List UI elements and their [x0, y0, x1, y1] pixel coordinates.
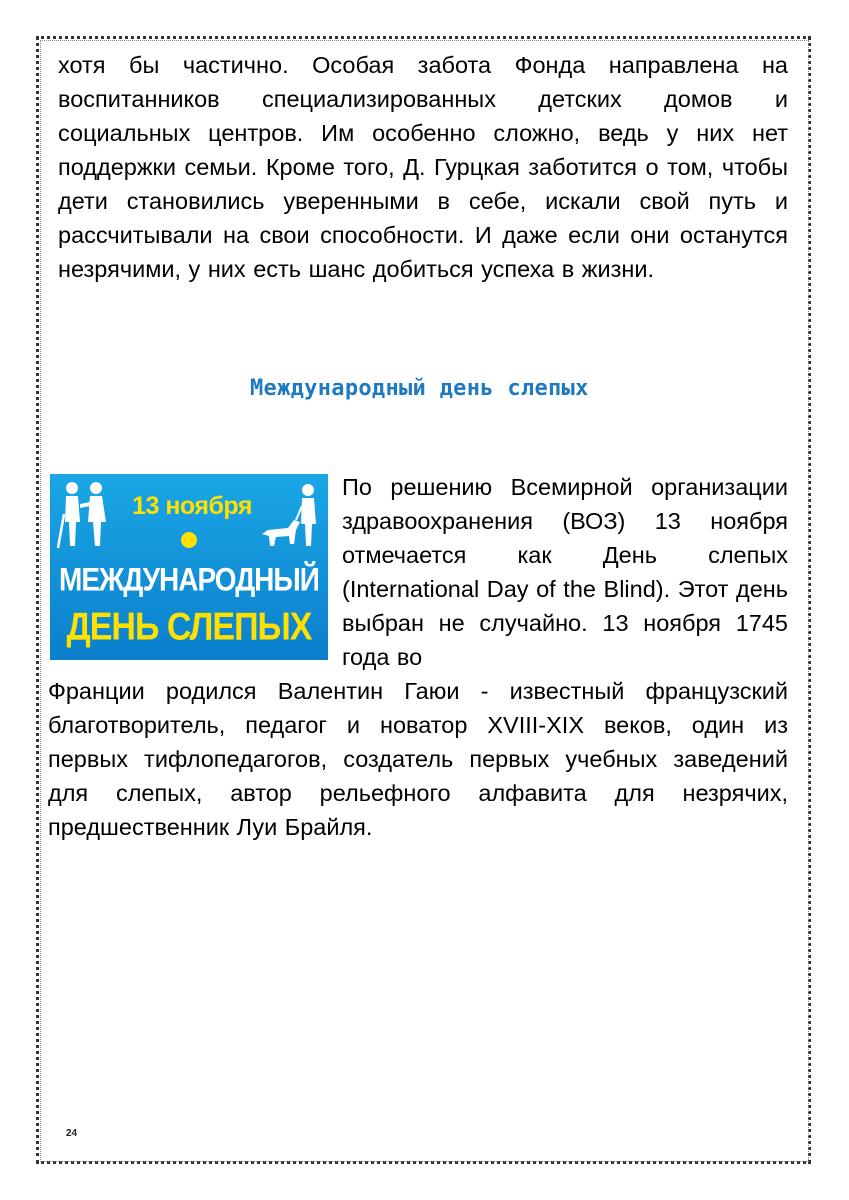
- banner-line2: ДЕНЬ СЛЕПЫХ: [66, 605, 312, 649]
- page-number: 24: [66, 1128, 78, 1139]
- guide-dog-icon: [262, 484, 316, 546]
- helper-person-icon: [80, 482, 106, 546]
- banner-line1: МЕЖДУНАРОДНЫЙ: [59, 561, 319, 598]
- paragraph-side: По решению Всемирной организации здравоохранения (ВОЗ) 13 ноября отмечается как День слепых (International Day of the Blind). Этот день выбран не случайно. 13 ноября 1745 года во: [342, 474, 788, 670]
- paragraph-top: хотя бы частично. Особая забота Фонда направлена на воспитанников специализированных детских домов и социальных центров. Им особенно сложно, ведь у них нет поддержки семьи. Кроме того, Д. Гурцкая заботится о том, чтобы дети становились уверенными в себе, искали свой путь и рассчитывали на свои способности. И даже если они останутся незрячими, у них есть шанс добиться успеха в жизни.: [58, 52, 788, 282]
- paragraph-full: Франции родился Валентин Гаюи - известный французский благотворитель, педагог и новатор XVIII-XIX веков, один из первых тифлопедагогов, создатель первых учебных заведений для слепых, автор рельефного алфавита для незрячих, предшественник Луи Брайля.: [48, 678, 788, 840]
- blind-person-icon: [58, 482, 80, 548]
- section-title: Международный день слепых: [250, 376, 589, 401]
- banner-date: 13 ноября: [132, 492, 252, 520]
- blind-day-banner: [50, 474, 328, 660]
- yellow-dot-icon: [181, 532, 197, 548]
